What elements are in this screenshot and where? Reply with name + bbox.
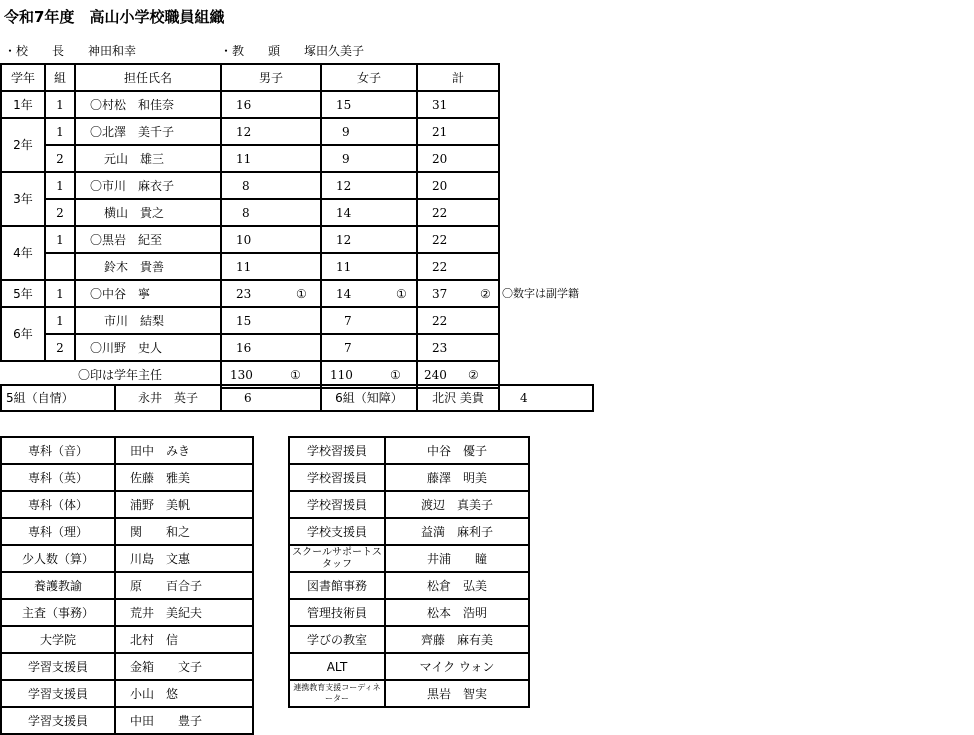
boys-cell [221, 280, 321, 307]
staff-role: 管理技術員 [289, 599, 385, 626]
class5-teacher: 永井 英子 [115, 385, 221, 411]
staff-role: 図書館事務 [289, 572, 385, 599]
girls-total: 110 [330, 367, 353, 382]
staff-row [1, 572, 253, 599]
table-row [1, 307, 499, 334]
girls-cell [321, 172, 417, 199]
teacher-cell: 〇黒岩 紀至 [75, 226, 221, 253]
total-count: 22 [432, 259, 448, 274]
staff-name: 齊藤 麻有美 [385, 626, 529, 653]
staff-row [1, 437, 253, 464]
staff-name: 藤澤 明美 [385, 464, 529, 491]
boys-total-mark: ① [290, 367, 301, 382]
staff-name: 関 和之 [115, 518, 253, 545]
total-count: 22 [432, 313, 448, 328]
special-class-table [0, 384, 594, 412]
class-cell: 1 [45, 91, 75, 118]
header-boys: 男子 [221, 64, 321, 91]
girls-count: 14 [336, 205, 352, 220]
total-sub-mark: ② [480, 286, 491, 301]
class-cell: 1 [45, 226, 75, 253]
table-header-row [1, 64, 499, 91]
girls-total-mark: ① [390, 367, 401, 382]
staff-name: 金箱 文子 [115, 653, 253, 680]
staff-row [289, 599, 529, 626]
boys-cell [221, 172, 321, 199]
girls-count: 11 [336, 259, 352, 274]
boys-count: 12 [236, 124, 252, 139]
staff-role: 連携教育支援コーディネーター [289, 680, 385, 707]
girls-count: 12 [336, 178, 352, 193]
principal-line [4, 42, 136, 59]
boys-count: 16 [236, 340, 252, 355]
staff-row [289, 437, 529, 464]
staff-name: 北村 信 [115, 626, 253, 653]
staff-name: 黒岩 智実 [385, 680, 529, 707]
class6-label: 6組（知障） [321, 385, 417, 411]
girls-count: 15 [336, 97, 352, 112]
staff-role: 学校習援員 [289, 491, 385, 518]
staff-role: 学びの教室 [289, 626, 385, 653]
girls-count: 12 [336, 232, 352, 247]
total-count: 20 [432, 151, 448, 166]
boys-count: 8 [242, 178, 250, 193]
girls-count: 9 [342, 124, 350, 139]
staff-row [289, 518, 529, 545]
boys-cell [221, 199, 321, 226]
staff-row [1, 626, 253, 653]
grade-cell: 1年 [1, 91, 45, 118]
grand-total: 240 [424, 367, 447, 382]
boys-cell [221, 307, 321, 334]
side-note: 〇数字は副学籍 [502, 287, 579, 300]
staff-name: 渡辺 真美子 [385, 491, 529, 518]
table-row [1, 172, 499, 199]
staff-name: 中田 豊子 [115, 707, 253, 734]
boys-cell [221, 226, 321, 253]
staff-name: 原 百合子 [115, 572, 253, 599]
teacher-cell: 鈴木 貴善 [75, 253, 221, 280]
vice-principal-line [220, 42, 364, 59]
boys-count: 23 [236, 286, 252, 301]
staff-name: 佐藤 雅美 [115, 464, 253, 491]
boys-total: 130 [230, 367, 253, 382]
staff-row [289, 653, 529, 680]
staff-role: スクールサポートスタッフ [289, 545, 385, 572]
girls-cell [321, 199, 417, 226]
vice-principal-name: 塚田久美子 [304, 44, 365, 58]
staff-role: 大学院 [1, 626, 115, 653]
staff-role: 学習支援員 [1, 707, 115, 734]
special-class-row [1, 385, 593, 411]
teacher-cell: 横山 貴之 [75, 199, 221, 226]
staff-name: 中谷 優子 [385, 437, 529, 464]
total-cell [417, 253, 499, 280]
girls-cell [321, 253, 417, 280]
total-cell [417, 334, 499, 361]
class6-teacher: 北沢 美貴 [417, 385, 499, 411]
teacher-cell: 〇中谷 寧 [75, 280, 221, 307]
staff-row [1, 545, 253, 572]
staff-role: ALT [289, 653, 385, 680]
table-row [1, 280, 499, 307]
teacher-cell: 市川 結梨 [75, 307, 221, 334]
table-row [1, 145, 499, 172]
boys-count: 8 [242, 205, 250, 220]
staff-row [289, 464, 529, 491]
staff-role: 養護教諭 [1, 572, 115, 599]
class-cell: 1 [45, 307, 75, 334]
header-class: 組 [45, 64, 75, 91]
girls-cell [321, 280, 417, 307]
staff-row [1, 518, 253, 545]
staff-name: 荒井 美紀夫 [115, 599, 253, 626]
teacher-cell: 〇川野 史人 [75, 334, 221, 361]
girls-cell [321, 307, 417, 334]
staff-row [1, 680, 253, 707]
staff-role: 専科（英） [1, 464, 115, 491]
staff-name: 松倉 弘美 [385, 572, 529, 599]
total-cell [417, 145, 499, 172]
staff-row [289, 626, 529, 653]
table-row [1, 226, 499, 253]
staff-name: マイク ウォン [385, 653, 529, 680]
staff-role: 学校習援員 [289, 464, 385, 491]
staff-table-right [288, 436, 530, 708]
staff-name: 浦野 美帆 [115, 491, 253, 518]
staff-role: 主査（事務） [1, 599, 115, 626]
class6-count: 4 [499, 385, 593, 411]
total-cell [417, 172, 499, 199]
grade-cell: 5年 [1, 280, 45, 307]
staff-row [1, 653, 253, 680]
staff-row [289, 572, 529, 599]
teacher-cell: 〇村松 和佳奈 [75, 91, 221, 118]
staff-name: 川島 文惠 [115, 545, 253, 572]
staff-row [289, 680, 529, 707]
totals-note: 〇印は学年主任 [77, 368, 162, 382]
total-cell [417, 199, 499, 226]
staff-role: 学習支援員 [1, 653, 115, 680]
table-row [1, 199, 499, 226]
total-count: 20 [432, 178, 448, 193]
girls-cell [321, 145, 417, 172]
total-count: 22 [432, 205, 448, 220]
boys-sub-mark: ① [296, 286, 307, 301]
girls-count: 7 [344, 340, 352, 355]
table-row [1, 91, 499, 118]
teacher-cell: 〇北澤 美千子 [75, 118, 221, 145]
class-table [0, 63, 500, 389]
staff-name: 井浦 瞳 [385, 545, 529, 572]
teacher-cell: 元山 雄三 [75, 145, 221, 172]
total-cell [417, 307, 499, 334]
staff-role: 学校支援員 [289, 518, 385, 545]
boys-cell [221, 334, 321, 361]
staff-role: 専科（音） [1, 437, 115, 464]
boys-count: 15 [236, 313, 252, 328]
boys-cell [221, 118, 321, 145]
girls-cell [321, 334, 417, 361]
total-count: 31 [432, 97, 448, 112]
staff-row [1, 491, 253, 518]
staff-role: 少人数（算） [1, 545, 115, 572]
class-cell: 1 [45, 118, 75, 145]
table-row [1, 253, 499, 280]
class-cell: 1 [45, 280, 75, 307]
vice-principal-label: ・教 頭 [220, 44, 281, 58]
grade-cell: 6年 [1, 307, 45, 361]
grade-cell: 2年 [1, 118, 45, 172]
total-count: 22 [432, 232, 448, 247]
staff-row [1, 464, 253, 491]
page-title: 令和7年度 高山小学校職員組織 [4, 8, 225, 26]
girls-cell [321, 118, 417, 145]
grand-total-mark: ② [468, 367, 479, 382]
header-teacher: 担任氏名 [75, 64, 221, 91]
girls-cell [321, 226, 417, 253]
staff-row [289, 545, 529, 572]
class-cell: 2 [45, 199, 75, 226]
header-grade: 学年 [1, 64, 45, 91]
header-girls: 女子 [321, 64, 417, 91]
table-row [1, 118, 499, 145]
staff-name: 松本 浩明 [385, 599, 529, 626]
girls-sub-mark: ① [396, 286, 407, 301]
total-cell [417, 226, 499, 253]
staff-name: 田中 みき [115, 437, 253, 464]
staff-name: 益満 麻利子 [385, 518, 529, 545]
class5-label: 5組（自情） [1, 385, 115, 411]
header-total: 計 [417, 64, 499, 91]
total-count: 37 [432, 286, 448, 301]
total-count: 23 [432, 340, 448, 355]
boys-cell [221, 253, 321, 280]
staff-role: 専科（体） [1, 491, 115, 518]
boys-cell [221, 91, 321, 118]
staff-role: 学習支援員 [1, 680, 115, 707]
grade-cell: 4年 [1, 226, 45, 280]
boys-count: 16 [236, 97, 252, 112]
girls-count: 14 [336, 286, 352, 301]
total-cell [417, 91, 499, 118]
total-cell [417, 118, 499, 145]
staff-row [1, 707, 253, 734]
staff-table-left [0, 436, 254, 735]
class5-count: 6 [221, 385, 321, 411]
boys-count: 11 [236, 151, 252, 166]
grade-cell: 3年 [1, 172, 45, 226]
principal-label: ・校 長 [4, 44, 65, 58]
class-cell: 2 [45, 334, 75, 361]
staff-role: 専科（理） [1, 518, 115, 545]
girls-count: 9 [342, 151, 350, 166]
staff-role: 学校習援員 [289, 437, 385, 464]
staff-row [1, 599, 253, 626]
girls-count: 7 [344, 313, 352, 328]
class-cell: 2 [45, 145, 75, 172]
total-count: 21 [432, 124, 448, 139]
boys-count: 10 [236, 232, 252, 247]
teacher-cell: 〇市川 麻衣子 [75, 172, 221, 199]
total-cell [417, 280, 499, 307]
class-cell: 1 [45, 172, 75, 199]
staff-name: 小山 悠 [115, 680, 253, 707]
staff-row [289, 491, 529, 518]
boys-cell [221, 145, 321, 172]
class-cell [45, 253, 75, 280]
girls-cell [321, 91, 417, 118]
table-row [1, 334, 499, 361]
principal-name: 神田和幸 [88, 44, 137, 58]
boys-count: 11 [236, 259, 252, 274]
